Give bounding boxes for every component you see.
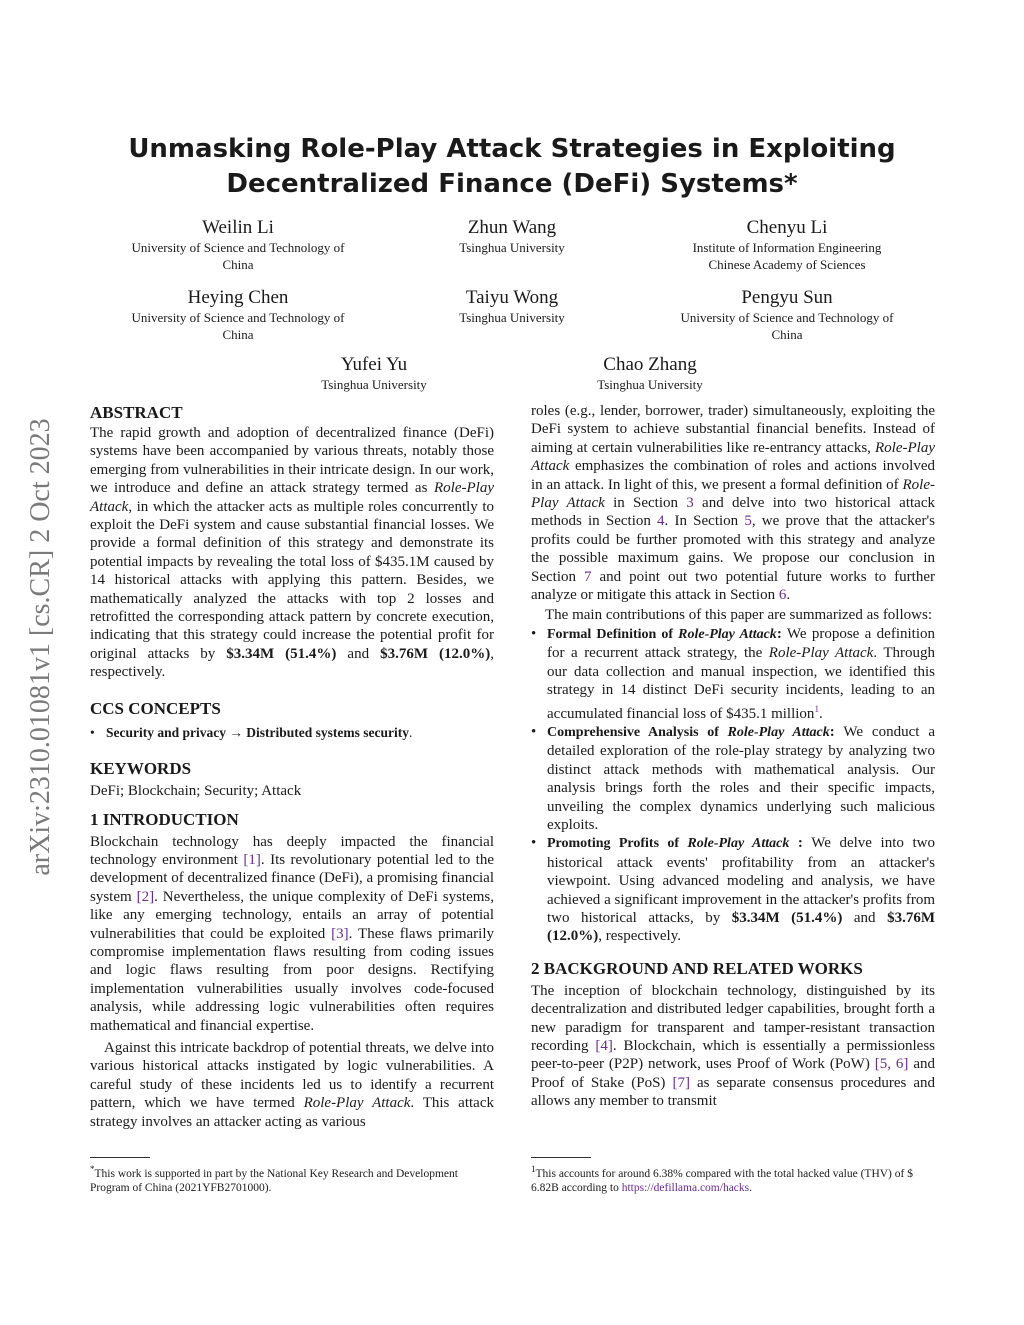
author-block bbox=[274, 353, 474, 393]
introduction-heading: 1 INTRODUCTION bbox=[90, 809, 239, 829]
citation-link[interactable]: [2] bbox=[136, 888, 155, 905]
citation-link[interactable]: [3] bbox=[331, 925, 349, 942]
author-affiliation: Tsinghua University bbox=[459, 310, 565, 325]
ccs-heading: CCS CONCEPTS bbox=[90, 698, 221, 718]
author-block bbox=[650, 216, 924, 273]
author-name: Chenyu Li bbox=[746, 217, 828, 238]
author-affiliation: University of Science and Technology of bbox=[680, 310, 894, 325]
contribution-item: • Comprehensive Analysis of Role-Play Attack: We conduct a detailed exploration of the role-play strategy by analyzing two distinct attack methods with mathematical analysis. Our analysis brings forth the roles and their specific impacts, unveiling the complex dynamics underlying such malicious exploits. bbox=[531, 723, 935, 834]
intro-continued-paragraph: roles (e.g., lender, borrower, trader) simultaneously, exploiting the DeFi system to achieve substantial financial benefits. Instead of aiming at certain vulnerabilities like re-entrancy attacks, Role-Play Attack emphasizes the combination of roles and actions involved in an attack. In light of this, we present a formal definition of Role-Play Attack in Section 3 and delve into two historical attack methods in Section 4. In Section 5, we prove that the attacker's profits could be further promoted with this strategy and analyze the possible maximum gains. We propose our conclusion in Section 7 and point out two potential future works to further analyze or mitigate this attack in Section 6. bbox=[531, 403, 935, 604]
section-link[interactable]: 3 bbox=[686, 495, 694, 512]
section-link[interactable]: 4 bbox=[657, 513, 665, 530]
ccs-list bbox=[90, 724, 494, 742]
author-block bbox=[100, 286, 376, 343]
abstract-text: The rapid growth and adoption of decentralized finance (DeFi) systems have been accompanied by various threats, notably those emerging from vulnerabilities in their intricate design. In our work, we introduce and define an attack strategy termed as Role-Play Attack, in which the attacker acts as multiple roles concurrently to exploit the DeFi system and cause substantial financial losses. We provide a formal definition of this strategy and demonstrate its potential impacts by revealing the total loss of $435.1M caused by 14 historical attacks with applying this pattern. Besides, we mathematically analyzed the attacks with top 2 losses and retrofitted the corresponding attack pattern by concrete execution, indicating that this strategy could increase the potential profit for original attacks by $3.34M (51.4%) and $3.76M (12.0%), respectively. bbox=[90, 425, 494, 681]
paper-title bbox=[100, 132, 924, 202]
author-affiliation: University of Science and Technology of bbox=[131, 310, 345, 325]
author-affiliation: University of Science and Technology of bbox=[131, 240, 345, 255]
author-affiliation: Institute of Information Engineering bbox=[692, 240, 882, 255]
author-name: Pengyu Sun bbox=[741, 287, 833, 308]
contribution-item: • Formal Definition of Role-Play Attack: We propose a definition for a recurrent attack strategy, the Role-Play Attack. Through our data collection and manual inspection, we identified this strategy in 14 distinct DeFi security incidents, leading to an accumulated financial loss of $435.1 million$^1$. bbox=[531, 625, 935, 723]
author-block bbox=[100, 216, 376, 273]
keywords-heading: KEYWORDS bbox=[90, 759, 192, 779]
intro-paragraph-1: Blockchain technology has deeply impacted the financial technology environment [1]. Its revolutionary potential led to the development of decentralized finance (DeFi), a promising financial system [2]. Nevertheless, the unique complexity of DeFi systems, like any emerging technology, entails an array of potential vulnerabilities that could be exploited [3]. These flaws primarily compromise implementation flaws resulting from coding issues and logic flaws resulting from poor designs. Rectifying implementation vulnerabilities usually involves code-focused analysis, while addressing logic vulnerabilities often requires mathematical and financial expertise. bbox=[90, 833, 495, 1034]
author-affiliation: China bbox=[222, 327, 254, 342]
citation-link[interactable]: [7] bbox=[672, 1074, 690, 1091]
author-affiliation: China bbox=[771, 327, 803, 342]
section-link[interactable]: 6 bbox=[778, 587, 787, 604]
right-footnote: $^1$This accounts for around 6.38% compared with the total hacked value (THV) of $ 6.82B according to https://defillama.com/hacks. bbox=[531, 1157, 935, 1195]
citation-link[interactable]: [5, 6] bbox=[874, 1056, 909, 1073]
author-affiliation: Tsinghua University bbox=[597, 377, 703, 392]
arxiv-identifier: arXiv:2310.01081v1 [cs.CR] 2 Oct 2023 bbox=[25, 418, 56, 876]
citation-link[interactable]: [1] bbox=[243, 851, 261, 868]
author-affiliation: Chinese Academy of Sciences bbox=[708, 257, 866, 272]
author-name: Zhun Wang bbox=[467, 217, 557, 238]
author-affiliation: China bbox=[222, 257, 254, 272]
author-name: Chao Zhang bbox=[603, 354, 697, 375]
title-line-1: Unmasking Role-Play Attack Strategies in Exploiting bbox=[128, 134, 896, 164]
ccs-item: • Security and privacy → Distributed systems security. bbox=[90, 724, 494, 742]
author-name: Heying Chen bbox=[187, 287, 289, 308]
author-block bbox=[412, 286, 612, 326]
keywords-text: DeFi; Blockchain; Security; Attack bbox=[90, 783, 302, 800]
footnote-ref[interactable]: 1 bbox=[814, 703, 819, 714]
author-block bbox=[412, 216, 612, 256]
intro-paragraph-2: Against this intricate backdrop of potential threats, we delve into various historical attacks instigated by logic vulnerabilities. A careful study of these incidents led us to identify a recurrent pattern, which we have termed Role-Play Attack. This attack strategy involves an attacker acting as various bbox=[90, 1039, 494, 1130]
author-affiliation: Tsinghua University bbox=[321, 377, 427, 392]
section-link[interactable]: 7 bbox=[583, 568, 592, 585]
background-paragraph: The inception of blockchain technology, distinguished by its decentralization and distributed ledger capabilities, brought forth a new paradigm for transparent and tamper-resistant transaction recording [4]. Blockchain, which is essentially a permissionless peer-to-peer (P2P) network, uses Proof of Work (PoW) [5, 6] and Proof of Stake (PoS) [7] as separate consensus procedures and allows any member to transmit bbox=[531, 982, 936, 1110]
left-footnote: *This work is supported in part by the National Key Research and Development Program of China (2021YFB2701000). bbox=[90, 1157, 494, 1195]
author-name: Taiyu Wong bbox=[465, 287, 559, 308]
contributions-list bbox=[531, 625, 935, 946]
contribution-item: • Promoting Profits of Role-Play Attack : We delve into two historical attack events' profitability from an attacker's viewpoint. Using advanced modeling and analysis, we have achieved a significant improvement in the attacker's profits from two historical attacks, by $3.34M (51.4%) and $3.76M (12.0%), respectively. bbox=[531, 834, 935, 945]
author-affiliation: Tsinghua University bbox=[459, 240, 565, 255]
author-name: Yufei Yu bbox=[340, 354, 408, 375]
citation-link[interactable]: [4] bbox=[595, 1038, 613, 1054]
contributions-intro: The main contributions of this paper are summarized as follows: bbox=[545, 607, 932, 624]
author-block bbox=[650, 286, 924, 343]
left-column bbox=[90, 402, 494, 1131]
abstract-heading: ABSTRACT bbox=[90, 403, 183, 422]
background-heading: 2 BACKGROUND AND RELATED WORKS bbox=[531, 958, 863, 978]
title-line-2: Decentralized Finance (DeFi) Systems* bbox=[226, 169, 798, 199]
right-column bbox=[531, 402, 935, 1111]
defillama-link[interactable]: https://defillama.com/hacks bbox=[621, 1181, 750, 1194]
author-name: Weilin Li bbox=[202, 217, 274, 238]
section-link[interactable]: 5 bbox=[744, 513, 752, 530]
author-block bbox=[550, 353, 750, 393]
